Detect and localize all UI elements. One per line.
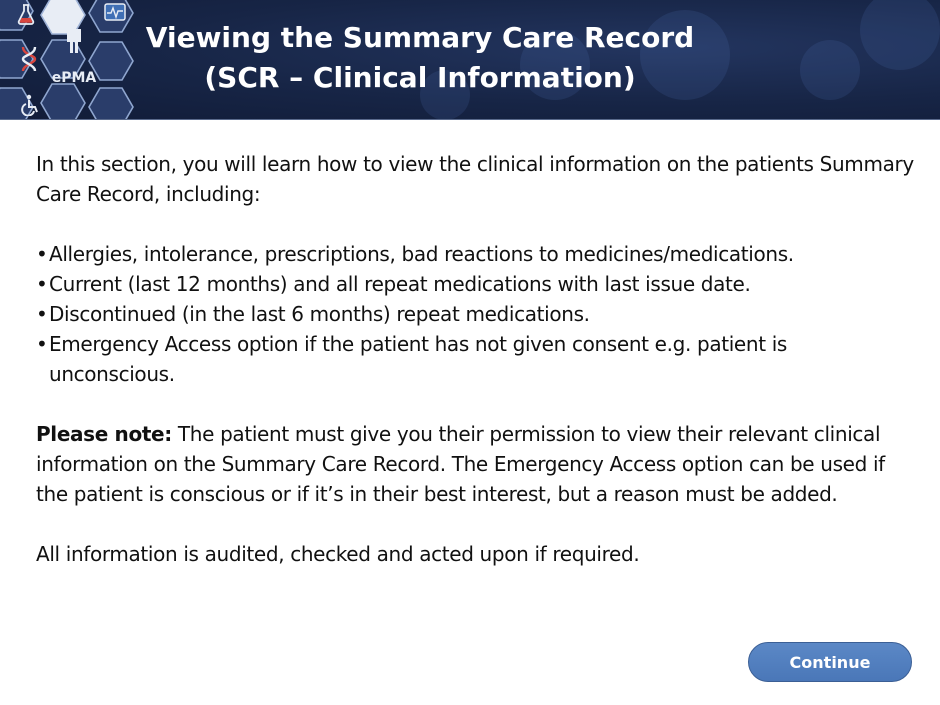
- note-paragraph: [36, 419, 916, 509]
- list-item: • Current (last 12 months) and all repeat medications with last issue date.: [36, 269, 916, 299]
- epma-logo: ePMA: [51, 70, 97, 86]
- note-label: Please note:: [36, 422, 172, 446]
- lab-flask-icon: [14, 2, 38, 26]
- intro-text: In this section, you will learn how to view the clinical information on the patients Summary Care Record, including:: [36, 152, 914, 206]
- note-text: The patient must give you their permission to view their relevant clinical information on the Summary Care Record. The Emergency Access option can be used if the patient is conscious or if it’s in their best interest, but a reason must be added.: [36, 422, 885, 506]
- wheelchair-icon: [21, 94, 41, 116]
- learning-topics-list: [36, 239, 916, 389]
- medical-tablet-icon: [103, 2, 127, 24]
- page-title-line-2: (SCR – Clinical Information): [204, 61, 636, 94]
- page-title: [140, 18, 700, 98]
- dna-icon: [19, 45, 39, 73]
- list-item: • Discontinued (in the last 6 months) repeat medications.: [36, 299, 916, 329]
- clinician-icon: [62, 18, 86, 54]
- audit-text: All information is audited, checked and acted upon if required.: [36, 542, 640, 566]
- page-title-line-1: Viewing the Summary Care Record: [145, 21, 695, 54]
- list-item: • Emergency Access option if the patient has not given consent e.g. patient is unconscious.: [36, 329, 916, 389]
- continue-button[interactable]: Continue: [748, 642, 912, 682]
- header-banner: [0, 0, 940, 120]
- list-item: • Allergies, intolerance, prescriptions, bad reactions to medicines/medications.: [36, 239, 916, 269]
- main-content: [36, 149, 916, 569]
